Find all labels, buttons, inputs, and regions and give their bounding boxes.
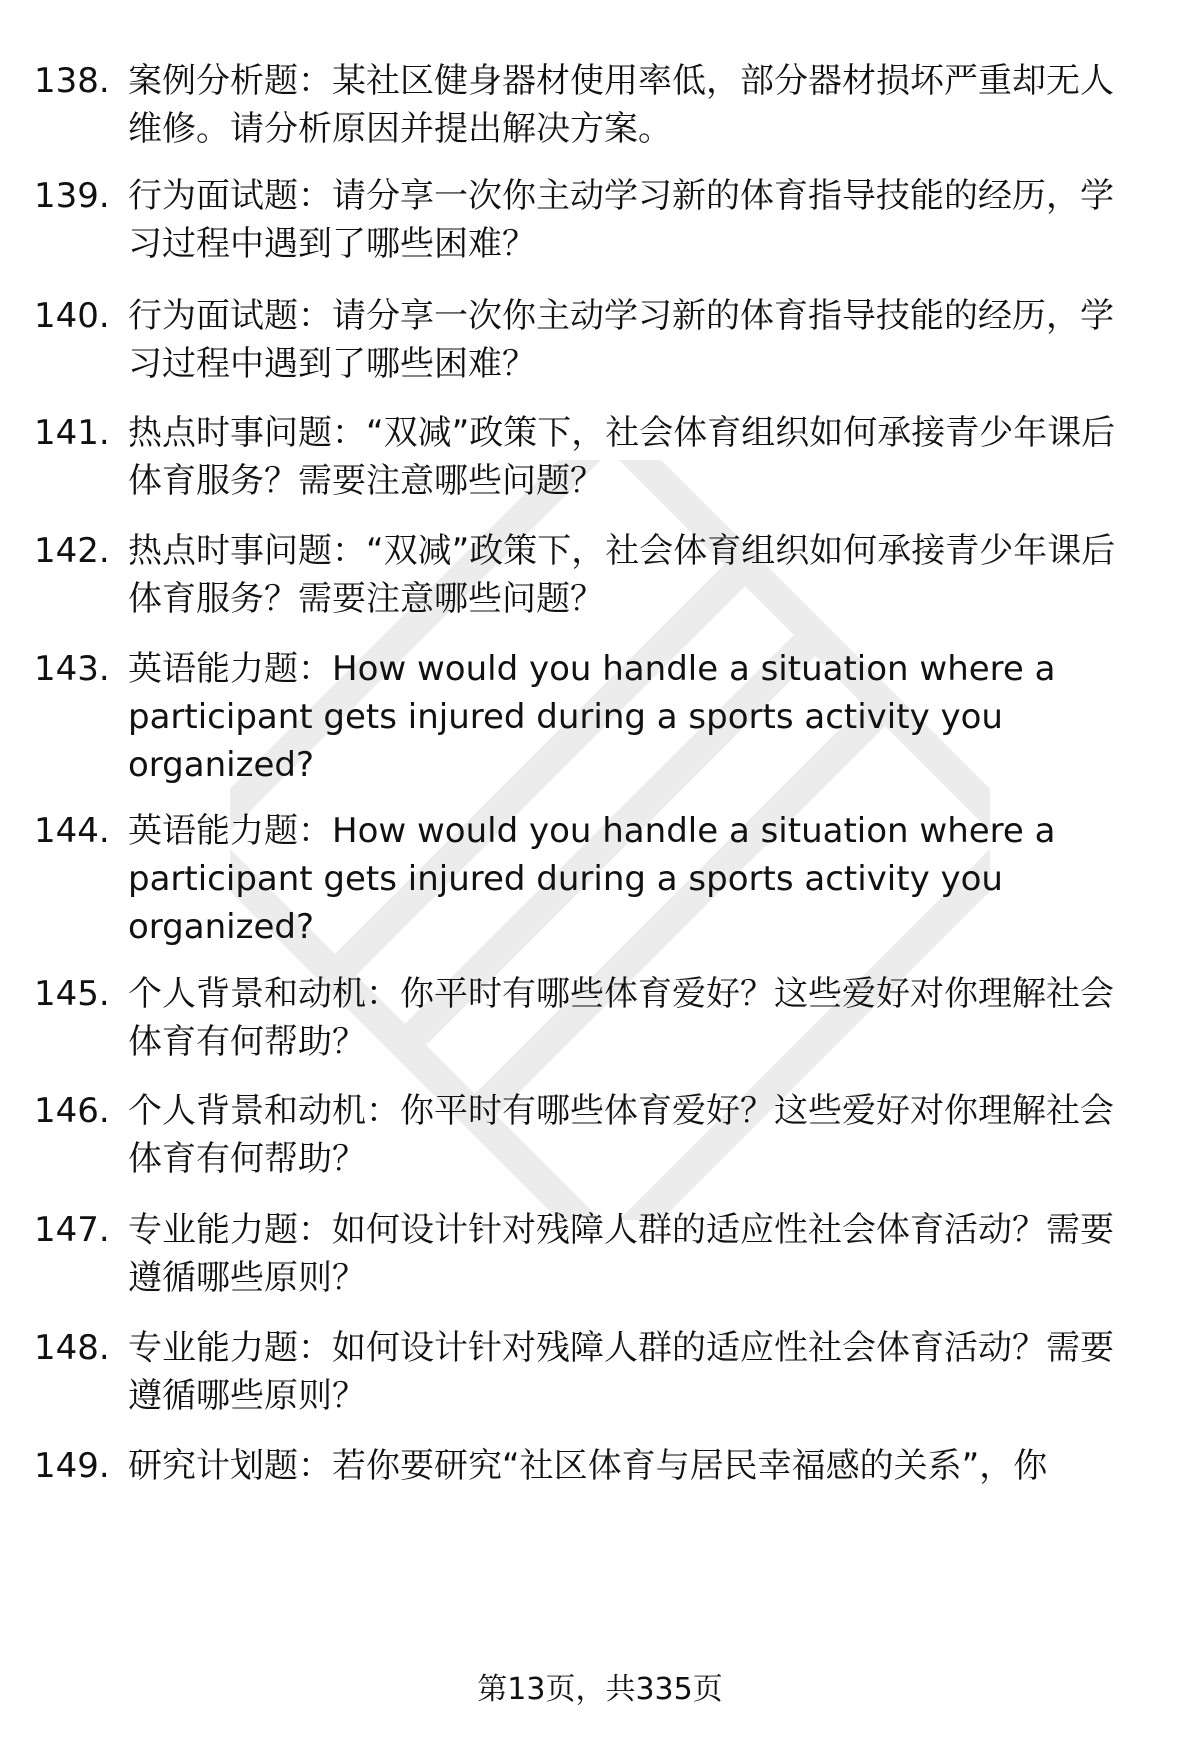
question-number: 149. — [34, 1446, 110, 1486]
question-text: 行为面试题：请分享一次你主动学习新的体育指导技能的经历，学习过程中遇到了哪些困难？ — [128, 176, 1114, 264]
question-text: 英语能力题：How would you handle a situation where a participant gets injured during a sports activity you organized? — [128, 811, 1056, 947]
question-text: 个人背景和动机：你平时有哪些体育爱好？这些爱好对你理解社会体育有何帮助？ — [128, 974, 1114, 1062]
question-number: 145. — [34, 974, 110, 1014]
question-number: 141. — [34, 413, 110, 453]
question-text: 个人背景和动机：你平时有哪些体育爱好？这些爱好对你理解社会体育有何帮助？ — [128, 1091, 1114, 1179]
question-number: 144. — [34, 811, 110, 851]
question-number: 142. — [34, 531, 110, 571]
question-number: 138. — [34, 61, 110, 101]
question-text: 研究计划题：若你要研究“社区体育与居民幸福感的关系”，你 — [128, 1446, 1048, 1486]
question-text: 专业能力题：如何设计针对残障人群的适应性社会体育活动？需要遵循哪些原则？ — [128, 1328, 1114, 1416]
question-number: 139. — [34, 176, 110, 216]
page-indicator: 第13页，共335页 — [477, 1672, 723, 1707]
question-number: 140. — [34, 296, 110, 336]
question-text: 热点时事问题：“双减”政策下，社会体育组织如何承接青少年课后体育服务？需要注意哪些问题？ — [128, 413, 1116, 501]
question-text: 热点时事问题：“双减”政策下，社会体育组织如何承接青少年课后体育服务？需要注意哪些问题？ — [128, 531, 1116, 619]
question-text: 案例分析题：某社区健身器材使用率低，部分器材损坏严重却无人维修。请分析原因并提出解决方案。 — [128, 61, 1114, 149]
question-number: 143. — [34, 649, 110, 689]
question-text: 英语能力题：How would you handle a situation where a participant gets injured during a sports activity you organized? — [128, 649, 1056, 785]
question-text: 行为面试题：请分享一次你主动学习新的体育指导技能的经历，学习过程中遇到了哪些困难？ — [128, 296, 1114, 384]
question-number: 147. — [34, 1210, 110, 1250]
question-text: 专业能力题：如何设计针对残障人群的适应性社会体育活动？需要遵循哪些原则？ — [128, 1210, 1114, 1298]
question-number: 148. — [34, 1328, 110, 1368]
question-number: 146. — [34, 1091, 110, 1131]
